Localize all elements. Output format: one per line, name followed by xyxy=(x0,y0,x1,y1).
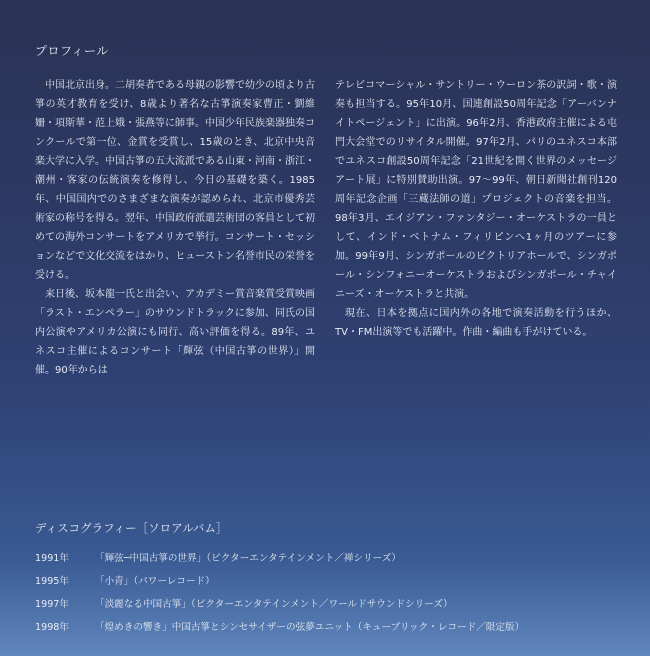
profile-paragraph: テレビコマーシャル・サントリー・ウーロン茶の訳詞・歌・演奏も担当する。95年10月、国連創設50周年記念「アーバンナイトページェント」に出演。96年2月、香港政府主催による屯門大会堂でのリサイタル開催。97年2月、パリのユネスコ本部でユネスコ創設50周年記念「21世紀を開く世界のメッセージアート展」に特別賛助出演。97～99年、朝日新聞社創刊120周年記念企画「三蔵法師の道」プロジェクトの音楽を担当。98年3月、エイジアン・ファンタジー・オーケストラの一員として、インド・ベトナム・フィリピンへ1ヶ月のツアーに参加。99年9月、シンガポールのビクトリアホールで、シンガポール・シンフォニーオーケストラおよびシンガポール・チャイニーズ・オーケストラと共演。 xyxy=(335,80,617,300)
discography-list xyxy=(35,545,524,637)
profile-paragraph: 来日後、坂本龍一氏と出会い、アカデミー賞音楽賞受賞映画「ラスト・エンペラー」のサウンドトラックに参加、同氏の国内公演やアメリカ公演にも同行、高い評価を得る。89年、ユネスコ主催によるコンサート「輝弦（中国古箏の世界）」開催。90年からは xyxy=(35,289,315,376)
discography-year: 1997年 xyxy=(35,598,70,610)
profile-heading: プロフィール xyxy=(35,44,109,58)
discography-year: 1991年 xyxy=(35,552,70,564)
profile-paragraph: 中国北京出身。二胡奏者である母親の影響で幼少の頃より古箏の英才教育を受け、8歳より著名な古箏演奏家曹正・劉維姍・項斯華・范上娥・張燕等に師事。中国少年民族楽器独奏コンクールで第一位、金賞を受賞し、15歳のとき、北京中央音楽大学に入学。中国古箏の五大流派である山東・河南・浙江・潮州・客家の伝統演奏を修得し、今日の基礎を築く。1985年、中国国内でのさまざまな演奏が認められ、北京市優秀芸術家の称号を得る。翌年、中国政府派遣芸術団の客員として初めての海外コンサートをアメリカで挙行。コンサート・セッションなどで文化交流をはかり、ヒューストン名誉市民の栄誉を受ける。 xyxy=(35,80,315,281)
discography-entry: 「輝弦─中国古箏の世界」（ビクターエンタテインメント／禅シリーズ） xyxy=(95,552,401,564)
discography-item xyxy=(35,614,524,637)
discography-item xyxy=(35,591,524,614)
discography-year: 1998年 xyxy=(35,621,70,633)
discography-item xyxy=(35,545,524,568)
profile-right-column xyxy=(335,76,617,342)
discography-entry: 「煌めきの響き」中国古箏とシンセサイザーの弦夢ユニット（キューブリック・レコード／限定版） xyxy=(95,621,525,633)
discography-heading: ディスコグラフィー［ソロアルバム］ xyxy=(35,521,228,535)
discography-item xyxy=(35,568,524,591)
discography-entry: 「淡麗なる中国古箏」（ビクターエンタテインメント／ワールドサウンドシリーズ） xyxy=(95,598,453,610)
discography-entry: 「小青」（パワーレコード） xyxy=(95,575,215,587)
profile-left-column xyxy=(35,76,315,380)
profile-paragraph: 現在、日本を拠点に国内外の各地で演奏活動を行うほか、TV・FM出演等でも活躍中。作曲・編曲も手がけている。 xyxy=(335,308,617,338)
discography-year: 1995年 xyxy=(35,575,70,587)
